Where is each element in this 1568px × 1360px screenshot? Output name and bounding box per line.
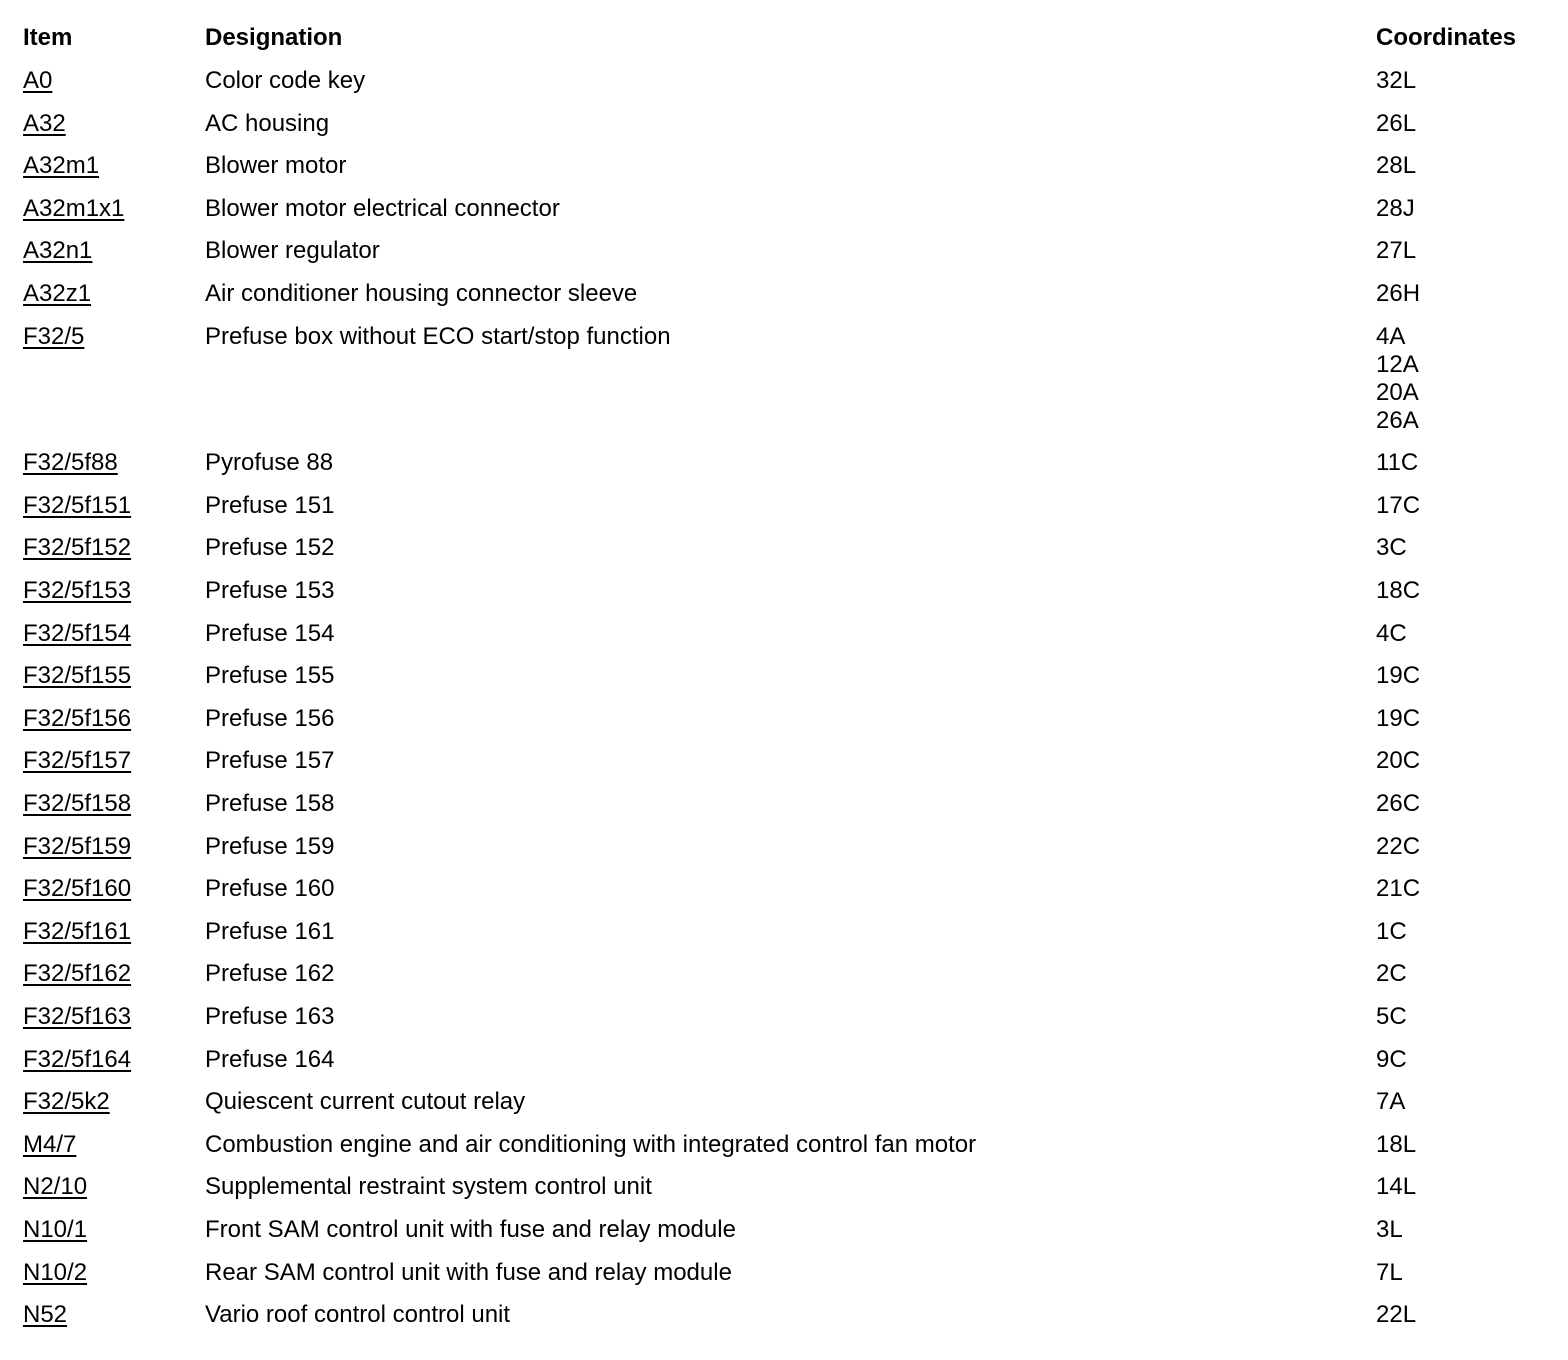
coordinate-value: 17C	[1376, 491, 1421, 519]
designation-cell: Prefuse 153	[205, 577, 335, 604]
item-link[interactable]: F32/5f164	[23, 1045, 132, 1073]
item-link[interactable]: A32m1	[23, 152, 100, 180]
item-cell	[23, 1003, 193, 1031]
designation-cell: Prefuse 152	[205, 534, 335, 562]
designation-cell: Prefuse 161	[205, 917, 335, 945]
item-cell	[23, 705, 193, 733]
coordinates-cell	[1376, 1088, 1556, 1116]
coordinate-value: 26C	[1376, 790, 1421, 817]
item-link[interactable]: F32/5f151	[23, 491, 132, 519]
designation-cell: Prefuse 164	[205, 1045, 335, 1073]
item-link[interactable]: A32	[23, 109, 66, 137]
designation-cell: Quiescent current cutout relay	[205, 1088, 526, 1116]
item-link[interactable]: F32/5	[23, 322, 85, 350]
item-cell	[23, 1173, 193, 1201]
item-link[interactable]: N10/2	[23, 1258, 88, 1286]
coordinate-value: 19C	[1376, 704, 1421, 732]
designation-cell: Front SAM control unit with fuse and relay module	[205, 1216, 736, 1243]
coordinates-cell	[1376, 747, 1556, 775]
coordinate-value: 22C	[1376, 832, 1421, 860]
coordinate-value: 22L	[1376, 1301, 1417, 1329]
coordinate-value: 27L	[1376, 237, 1417, 265]
coordinate-value: 9C	[1376, 1045, 1407, 1073]
coordinates-cell	[1376, 195, 1556, 223]
coordinate-value: 14L	[1376, 1173, 1417, 1201]
item-cell	[23, 620, 193, 648]
coordinates-cell	[1376, 1003, 1556, 1031]
item-link[interactable]: F32/5f155	[23, 662, 132, 690]
header-designation: Designation	[205, 24, 343, 51]
designation-cell: Prefuse 155	[205, 662, 335, 690]
item-cell	[23, 1216, 193, 1244]
item-link[interactable]: F32/5f159	[23, 832, 132, 860]
coordinate-value: 11C	[1376, 449, 1419, 477]
coordinate-value: 5C	[1376, 1003, 1407, 1030]
item-cell	[23, 1259, 193, 1287]
item-link[interactable]: F32/5f154	[23, 619, 132, 647]
designation-cell: Blower motor electrical connector	[205, 194, 560, 222]
coordinates-cell	[1376, 790, 1556, 818]
designation-cell: Blower regulator	[205, 237, 380, 265]
item-link[interactable]: A32n1	[23, 237, 93, 265]
item-link[interactable]: M4/7	[23, 1130, 77, 1158]
designation-cell: Prefuse 157	[205, 747, 335, 775]
coordinate-value: 4C	[1376, 619, 1407, 647]
coordinate-value: 12A	[1376, 350, 1419, 378]
item-cell	[23, 918, 193, 946]
item-link[interactable]: N52	[23, 1301, 68, 1329]
designation-cell: Prefuse 162	[205, 960, 335, 988]
item-cell	[23, 833, 193, 861]
coordinate-value: 2C	[1376, 960, 1407, 988]
coordinate-value: 26L	[1376, 109, 1417, 137]
item-link[interactable]: F32/5f88	[23, 449, 118, 477]
item-cell	[23, 577, 193, 605]
coordinates-cell	[1376, 577, 1556, 605]
coordinate-value: 21C	[1376, 875, 1421, 903]
coordinate-value: 26H	[1376, 280, 1421, 307]
designation-cell: Blower motor	[205, 152, 347, 180]
designation-cell: AC housing	[205, 109, 330, 137]
item-cell	[23, 790, 193, 818]
item-cell	[23, 237, 193, 265]
item-link[interactable]: F32/5f162	[23, 960, 132, 988]
coordinate-value: 3C	[1376, 534, 1407, 562]
item-cell	[23, 1301, 193, 1329]
coordinates-cell	[1376, 620, 1556, 648]
coordinates-cell	[1376, 323, 1556, 435]
coordinates-cell	[1376, 662, 1556, 690]
coordinate-value: 32L	[1376, 67, 1417, 94]
item-link[interactable]: F32/5f153	[23, 577, 132, 604]
coordinates-cell	[1376, 1046, 1556, 1074]
coordinates-cell	[1376, 1301, 1556, 1329]
item-link[interactable]: A32z1	[23, 280, 92, 307]
item-link[interactable]: F32/5f152	[23, 534, 132, 562]
coordinate-value: 1C	[1376, 917, 1407, 945]
item-link[interactable]: N10/1	[23, 1216, 88, 1243]
item-link[interactable]: F32/5f160	[23, 875, 132, 903]
designation-cell: Prefuse box without ECO start/stop function	[205, 322, 671, 350]
designation-cell: Color code key	[205, 67, 366, 94]
coordinate-value: 4A	[1376, 322, 1406, 350]
item-cell	[23, 1131, 193, 1159]
item-cell	[23, 110, 193, 138]
header-coordinates: Coordinates	[1376, 24, 1517, 51]
item-cell	[23, 323, 193, 351]
designation-cell: Prefuse 163	[205, 1003, 335, 1030]
coordinates-cell	[1376, 918, 1556, 946]
designation-cell: Prefuse 158	[205, 790, 335, 817]
item-cell	[23, 195, 193, 223]
coordinates-cell	[1376, 875, 1556, 903]
coordinates-cell	[1376, 833, 1556, 861]
designation-cell: Prefuse 160	[205, 875, 335, 903]
coordinates-cell	[1376, 152, 1556, 180]
coordinate-value: 3L	[1376, 1216, 1403, 1243]
item-link[interactable]: F32/5f156	[23, 704, 132, 732]
coordinates-cell	[1376, 1173, 1556, 1201]
coordinates-cell	[1376, 449, 1556, 477]
coordinates-cell	[1376, 1259, 1556, 1287]
designation-cell: Prefuse 151	[205, 491, 335, 519]
designation-cell: Prefuse 159	[205, 832, 335, 860]
item-cell	[23, 534, 193, 562]
designation-cell: Vario roof control control unit	[205, 1301, 511, 1329]
coordinate-value: 18L	[1376, 1130, 1417, 1158]
coordinates-cell	[1376, 705, 1556, 733]
coordinate-value: 20A	[1376, 378, 1419, 406]
item-link[interactable]: N2/10	[23, 1173, 88, 1201]
item-link[interactable]: F32/5f158	[23, 790, 132, 817]
item-cell	[23, 449, 193, 477]
item-cell	[23, 960, 193, 988]
item-cell	[23, 662, 193, 690]
coordinate-value: 26A	[1376, 406, 1419, 434]
designation-cell: Combustion engine and air conditioning with integrated control fan motor	[205, 1130, 977, 1158]
coordinate-value: 7A	[1376, 1088, 1406, 1116]
coordinate-value: 18C	[1376, 577, 1421, 604]
coordinate-value: 19C	[1376, 662, 1421, 690]
coordinate-value: 28L	[1376, 152, 1417, 180]
header-item: Item	[23, 24, 73, 51]
coordinates-cell	[1376, 960, 1556, 988]
coordinate-value: 28J	[1376, 194, 1415, 222]
designation-cell: Rear SAM control unit with fuse and relay module	[205, 1258, 732, 1286]
designation-cell: Air conditioner housing connector sleeve	[205, 280, 638, 307]
item-cell	[23, 492, 193, 520]
coordinates-cell	[1376, 67, 1556, 95]
item-cell	[23, 1088, 193, 1116]
item-cell	[23, 67, 193, 95]
item-cell	[23, 152, 193, 180]
designation-cell: Pyrofuse 88	[205, 449, 334, 477]
coordinates-cell	[1376, 534, 1556, 562]
item-link[interactable]: F32/5f163	[23, 1003, 132, 1030]
item-link[interactable]: A0	[23, 67, 53, 94]
coordinates-cell	[1376, 280, 1556, 308]
item-link[interactable]: F32/5f161	[23, 917, 132, 945]
designation-cell: Prefuse 156	[205, 704, 335, 732]
designation-cell: Prefuse 154	[205, 619, 335, 647]
item-cell	[23, 280, 193, 308]
item-link[interactable]: A32m1x1	[23, 194, 125, 222]
coordinates-cell	[1376, 1216, 1556, 1244]
coordinate-value: 7L	[1376, 1258, 1403, 1286]
item-link[interactable]: F32/5f157	[23, 747, 132, 775]
coordinate-value: 20C	[1376, 747, 1421, 775]
item-cell	[23, 875, 193, 903]
coordinates-cell	[1376, 237, 1556, 265]
designation-cell: Supplemental restraint system control unit	[205, 1173, 652, 1201]
item-cell	[23, 747, 193, 775]
coordinates-cell	[1376, 110, 1556, 138]
coordinates-cell	[1376, 492, 1556, 520]
item-cell	[23, 1046, 193, 1074]
coordinates-cell	[1376, 1131, 1556, 1159]
item-link[interactable]: F32/5k2	[23, 1088, 110, 1116]
